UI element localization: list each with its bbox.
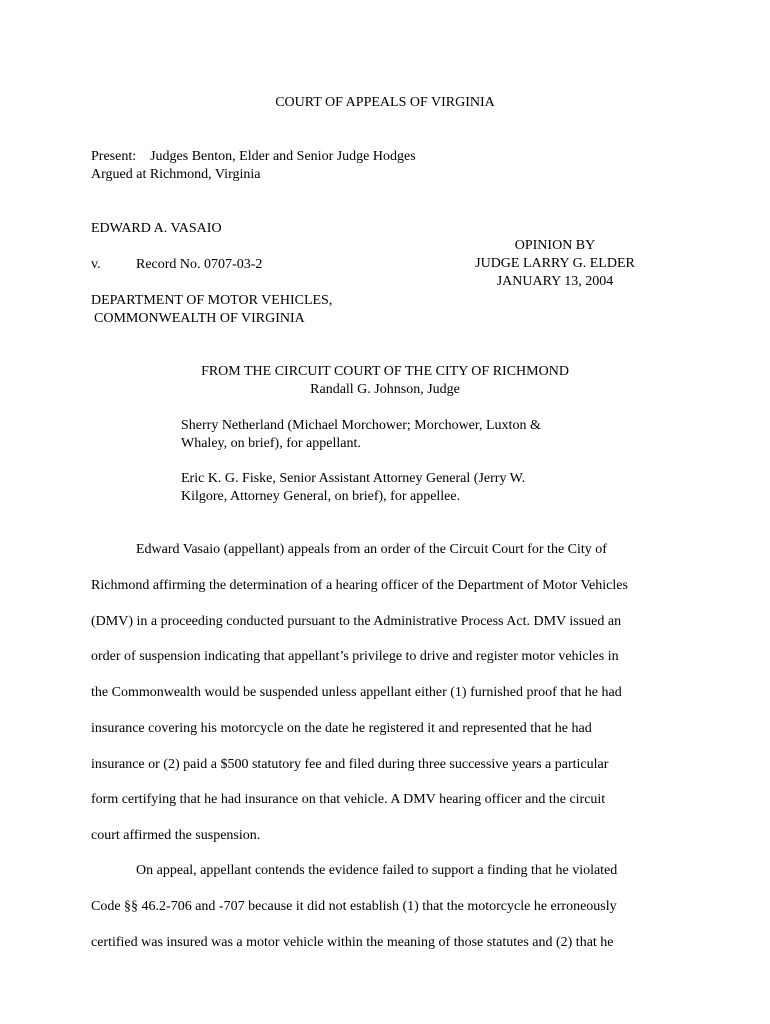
from-court: FROM THE CIRCUIT COURT OF THE CITY OF RICHMOND — [201, 364, 569, 379]
paragraph1-line: form certifying that he had insurance on that vehicle. A DMV hearing officer and the circuit — [91, 792, 606, 807]
paragraph2-line: On appeal, appellant contends the evidence failed to support a finding that he violated — [136, 863, 618, 878]
paragraph1-line: insurance covering his motorcycle on the date he registered it and represented that he had — [91, 721, 592, 736]
paragraph1-line: Edward Vasaio (appellant) appeals from an order of the Circuit Court for the City of — [136, 542, 607, 557]
counsel-appellant-line2: Whaley, on brief), for appellant. — [181, 436, 361, 451]
paragraph1-line: the Commonwealth would be suspended unless appellant either (1) furnished proof that he had — [91, 685, 622, 700]
paragraph1-line: court affirmed the suspension. — [91, 828, 261, 843]
versus: v. — [91, 257, 101, 272]
counsel-appellee-line2: Kilgore, Attorney General, on brief), for appellee. — [181, 489, 461, 504]
opinion-judge: JUDGE LARRY G. ELDER — [475, 256, 635, 271]
opinion-date: JANUARY 13, 2004 — [496, 274, 614, 289]
court-title: COURT OF APPEALS OF VIRGINIA — [275, 95, 495, 110]
present-line: Present: Judges Benton, Elder and Senior Judge Hodges — [91, 149, 416, 164]
argued-line: Argued at Richmond, Virginia — [91, 167, 261, 182]
paragraph1-line: Richmond affirming the determination of a hearing officer of the Department of Motor Vehicles — [91, 578, 628, 593]
paragraph2-line: Code §§ 46.2-706 and -707 because it did not establish (1) that the motorcycle he erroneously — [91, 899, 617, 914]
paragraph1-line: (DMV) in a proceeding conducted pursuant to the Administrative Process Act. DMV issued an — [91, 614, 622, 629]
record-number: Record No. 0707-03-2 — [136, 257, 263, 272]
trial-judge: Randall G. Johnson, Judge — [310, 382, 460, 397]
appellee-line2: COMMONWEALTH OF VIRGINIA — [94, 311, 305, 326]
paragraph1-line: order of suspension indicating that appellant’s privilege to drive and register motor vehicles in — [91, 649, 619, 664]
appellant-name: EDWARD A. VASAIO — [91, 221, 222, 236]
appellee-line1: DEPARTMENT OF MOTOR VEHICLES, — [91, 293, 333, 308]
counsel-appellee-line1: Eric K. G. Fiske, Senior Assistant Attorney General (Jerry W. — [181, 471, 526, 486]
opinion-by: OPINION BY — [514, 238, 596, 253]
counsel-appellant-line1: Sherry Netherland (Michael Morchower; Morchower, Luxton & — [181, 418, 541, 433]
paragraph2-line: certified was insured was a motor vehicle within the meaning of those statutes and (2) that he — [91, 935, 614, 950]
paragraph1-line: insurance or (2) paid a $500 statutory fee and filed during three successive years a particular — [91, 757, 609, 772]
